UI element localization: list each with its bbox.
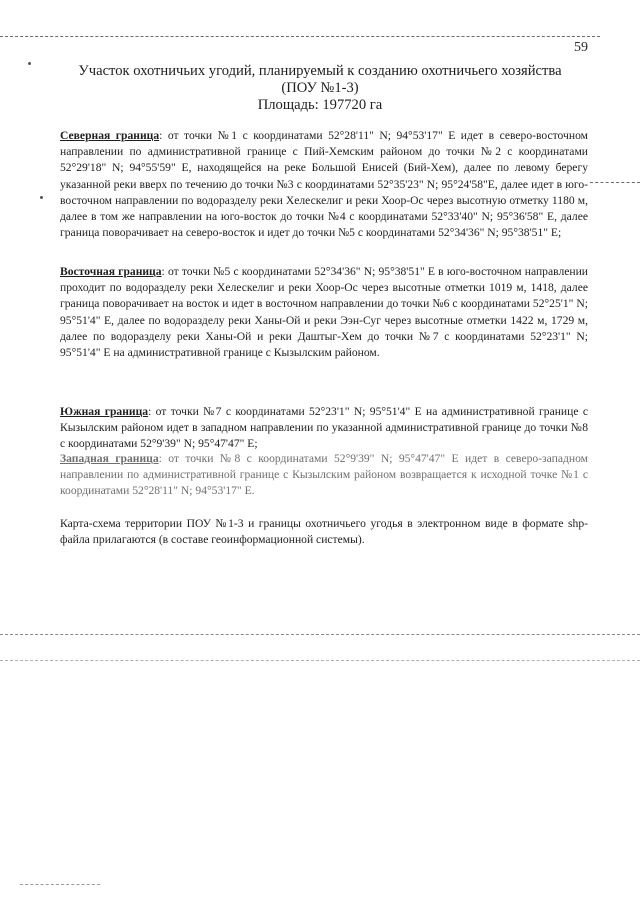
section-text: : от точки №8 с координатами 52°9'39" N; 95°47'47" E идет в северо-западном направлении по административной границе с Кызылским районом возвращается к исходной точке №1 с координатами 52°28'11" N; 94°53'17" E. [60, 452, 588, 498]
document-header [40, 63, 600, 114]
section-label: Западная граница [60, 452, 159, 465]
section-label: Северная граница [60, 129, 160, 142]
page-number: 59 [574, 40, 588, 55]
document-title: Участок охотничьих угодий, планируемый к созданию охотничьего хозяйства [78, 63, 562, 79]
section-label: Восточная граница [60, 265, 162, 278]
scan-artifact-line [20, 884, 100, 885]
scan-artifact-line [0, 634, 640, 635]
section-label: Южная граница [60, 405, 149, 418]
scan-speck [28, 62, 31, 65]
scan-artifact-line [0, 660, 640, 661]
section-south-boundary [60, 404, 588, 453]
section-text: : от точки №7 с координатами 52°23'1" N; 95°51'4" E на административной границе с Кызылским районом идет в западном направлении по указанной административной границе до точки №8 с координатами 52°9'39" N; 95°47'47" E; [60, 405, 588, 451]
document-subtitle: (ПОУ №1-3) [281, 80, 359, 96]
scan-artifact-line [590, 182, 640, 183]
section-north-boundary [60, 128, 588, 241]
scan-speck [40, 196, 43, 199]
section-text: : от точки №5 с координатами 52°34'36" N; 95°38'51" E в юго-восточном направлении проходит по водоразделу реки Хелескелиг и реки Хоор-Ос через высотные отметки 1019 м, 1418, далее граница поворачивает на восток и идет в восточном направлении до точки №6 с координатами 52°25'1" N; 95°51'4" E, далее по водоразделу реки Ханы-Ой и реки Ээн-Суг через высотные отметки 1422 м, 1729 м, далее по водоразделу реки Ханы-Ой и реки Даштыг-Хем до точки №7 с координатами 52°23'1" N; 95°51'4" E на административной границе с Кызылским районом. [60, 265, 588, 360]
section-west-boundary [60, 451, 588, 500]
scan-artifact-line [0, 36, 600, 37]
section-text: : от точки №1 с координатами 52°28'11" N; 94°53'17" E идет в северо-восточном направлении по административной границе с Пий-Хемским районом до точки №2 с координатами 52°29'18" N; 94°55'59" E, находящейся на реке Большой Енисей (Бий-Хем), далее по левому берегу указанной реки вверх по течению до точки №3 с координатами 52°35'23" N; 95°24'58"E, далее идет в юго-восточном направлении по водоразделу реки Хелескелиг и реки Хоор-Ос через высотную отметку 1180 м, далее в том же направлении на юго-восток до точки №4 с координатами 52°33'40" N; 95°36'58" E, далее граница поворачивает на северо-восток и идет до точки №5 с координатами 52°34'36" N; 95°38'51" E; [60, 129, 588, 240]
document-area: Площадь: 197720 га [257, 97, 383, 113]
map-note: Карта-схема территории ПОУ №1-3 и границы охотничьего угодья в электронном виде в формате shp-файла прилагаются (в составе геоинформационной системы). [60, 517, 588, 547]
section-east-boundary [60, 264, 588, 361]
